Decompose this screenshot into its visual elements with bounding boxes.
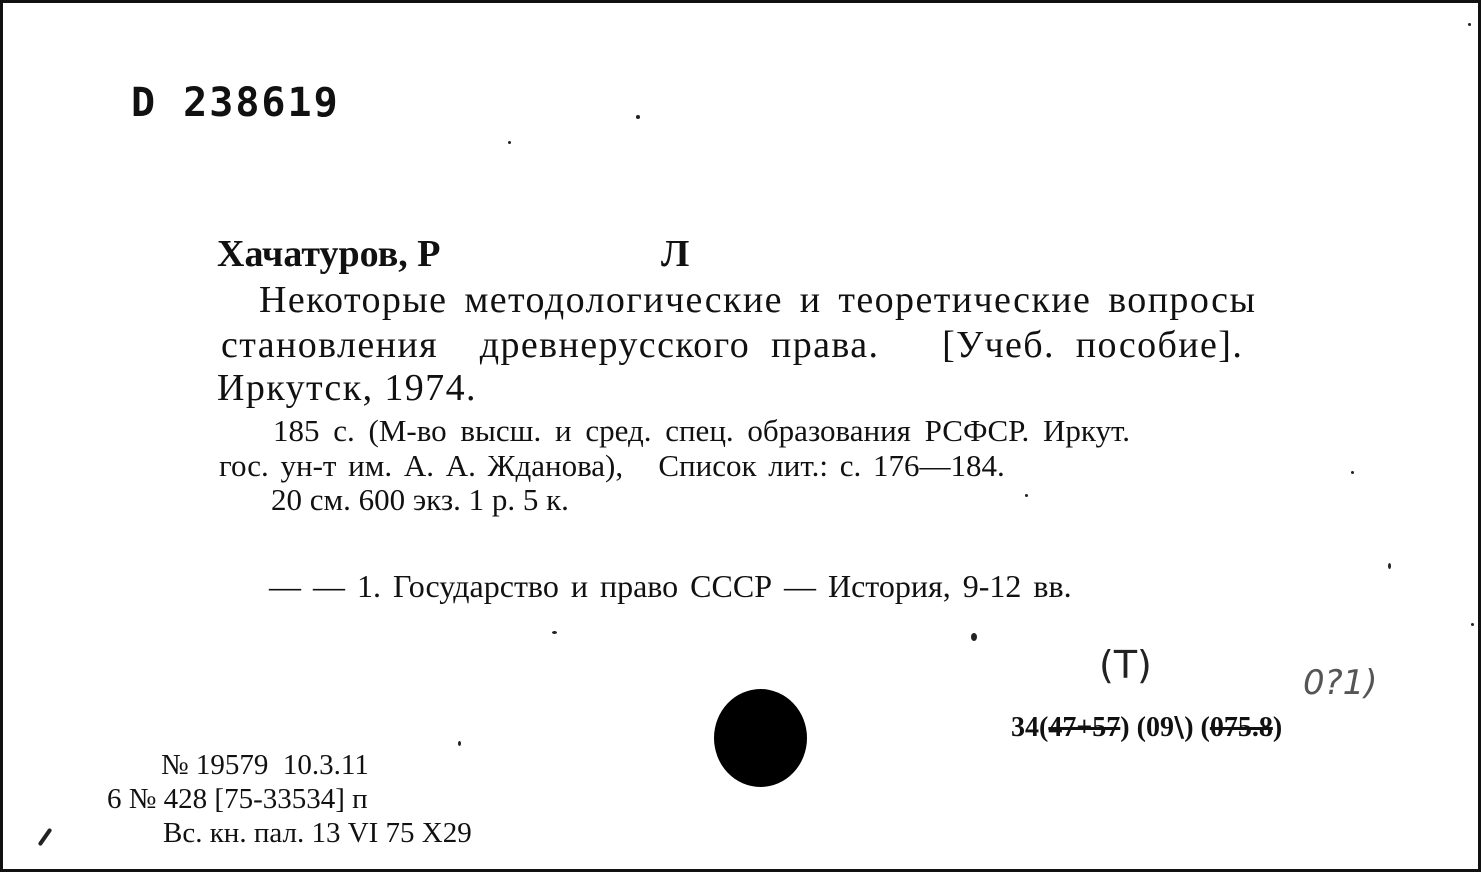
speck-mark (636, 115, 640, 119)
classification-suffix: ) (1272, 712, 1283, 743)
classification-middle-2: ) ( (1184, 712, 1210, 743)
classification-middle: ) (09 (1120, 712, 1174, 743)
title-line-2: становления древнерусского права. [Учеб. пособие]. (221, 324, 1244, 366)
handwritten-t-annotation: (Т) (1099, 643, 1152, 687)
speck-mark (1471, 623, 1474, 626)
classification-struck-1: 47+57 (1048, 712, 1121, 743)
footer-line-2: 6 № 428 [75-33534] п (107, 783, 368, 815)
collation-line-3: 20 см. 600 экз. 1 р. 5 к. (271, 482, 569, 517)
footer-line-3: Вс. кн. пал. 13 VI 75 Х29 (163, 817, 472, 849)
collation-line-1: 185 с. (М-во высш. и сред. спец. образования РСФСР. Иркут. (273, 413, 1130, 448)
classification-handwritten-slash: \ (1173, 710, 1185, 743)
speck-mark (38, 828, 53, 847)
title-line-1: Некоторые методологические и теоретические вопросы (259, 279, 1257, 321)
punch-hole (714, 689, 807, 787)
speck-mark (552, 631, 557, 634)
speck-mark (1388, 563, 1391, 569)
speck-mark (1351, 471, 1354, 474)
speck-mark (971, 633, 977, 641)
author-initial: Л (661, 233, 690, 275)
call-number: D 238619 (131, 80, 340, 126)
speck-mark (458, 741, 461, 746)
speck-mark (1468, 23, 1471, 26)
handwritten-number-annotation: 0?1) (1303, 663, 1378, 703)
collation-line-2: гос. ун-т им. А. А. Жданова), Список лит.: с. 176—184. (219, 448, 1005, 483)
footer-line-1: № 19579 10.3.11 (161, 749, 369, 781)
speck-mark (1025, 494, 1028, 497)
classification-prefix: 34( (1011, 712, 1049, 743)
classification-struck-2: 075.8 (1209, 712, 1273, 743)
subject-heading: — — 1. Государство и право СССР — История, 9-12 вв. (269, 568, 1072, 604)
speck-mark (508, 141, 511, 144)
title-line-3: Иркутск, 1974. (217, 367, 477, 409)
classification-code (1011, 710, 1283, 743)
author-name: Хачатуров, Р (217, 233, 441, 275)
